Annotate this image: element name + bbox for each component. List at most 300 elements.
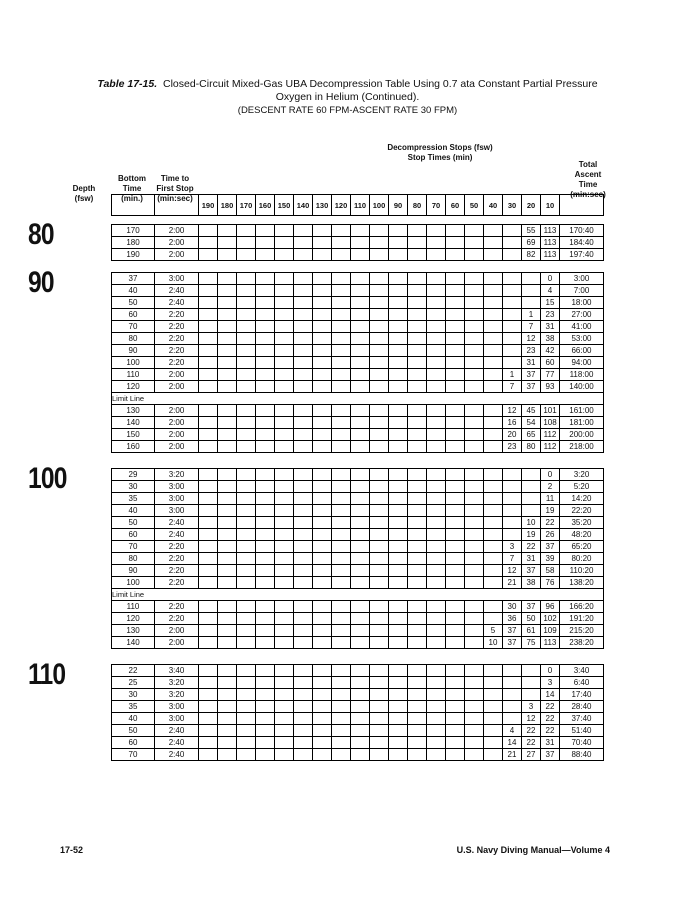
total-ascent-cell: 14:20 xyxy=(560,493,604,505)
page-number: 17-52 xyxy=(60,845,84,855)
depth-header: Depth (fsw) xyxy=(72,184,96,203)
stop-time-cell xyxy=(351,481,370,493)
stop-time-cell xyxy=(351,737,370,749)
bottom-time-cell: 35 xyxy=(112,493,155,505)
stop-time-cell xyxy=(313,237,332,249)
stop-time-cell xyxy=(370,725,389,737)
total-ascent-cell: 238:20 xyxy=(560,637,604,649)
stop-time-cell: 31 xyxy=(522,357,541,369)
stop-time-cell xyxy=(427,725,446,737)
time-to-first-stop-cell: 2:20 xyxy=(155,309,199,321)
stop-time-cell xyxy=(237,417,256,429)
stop-time-cell xyxy=(313,321,332,333)
stop-time-cell xyxy=(237,481,256,493)
stop-time-cell xyxy=(427,517,446,529)
stop-time-cell xyxy=(199,517,218,529)
stop-time-cell xyxy=(332,713,351,725)
stop-time-cell: 37 xyxy=(541,541,560,553)
stop-time-cell: 21 xyxy=(503,577,522,589)
stop-time-cell xyxy=(351,249,370,261)
stop-time-cell xyxy=(408,689,427,701)
stop-time-cell xyxy=(503,249,522,261)
total-ascent-cell: 80:20 xyxy=(560,553,604,565)
stop-time-cell: 108 xyxy=(541,417,560,429)
stop-time-cell xyxy=(313,749,332,761)
stop-time-cell xyxy=(199,237,218,249)
time-to-first-stop-cell: 3:40 xyxy=(155,665,199,677)
table-row xyxy=(112,577,604,589)
stop-time-cell xyxy=(484,677,503,689)
stop-time-cell xyxy=(408,713,427,725)
stop-time-cell xyxy=(237,577,256,589)
stop-time-cell xyxy=(256,701,275,713)
stop-time-cell xyxy=(427,737,446,749)
stop-time-cell xyxy=(313,405,332,417)
stop-time-cell xyxy=(408,677,427,689)
time-to-first-stop-cell: 2:00 xyxy=(155,369,199,381)
stop-time-cell: 1 xyxy=(503,369,522,381)
stop-time-cell xyxy=(465,665,484,677)
stop-time-cell xyxy=(256,505,275,517)
stop-time-cell xyxy=(256,237,275,249)
time-to-first-stop-cell: 2:00 xyxy=(155,417,199,429)
stop-time-cell: 3 xyxy=(503,541,522,553)
stop-time-cell xyxy=(389,565,408,577)
stop-time-cell xyxy=(199,333,218,345)
total-ascent-cell: 37:40 xyxy=(560,713,604,725)
stop-time-cell xyxy=(465,481,484,493)
stop-time-cell: 7 xyxy=(503,381,522,393)
stop-time-cell xyxy=(275,541,294,553)
bottom-time-cell: 140 xyxy=(112,417,155,429)
stop-time-cell xyxy=(294,481,313,493)
stop-time-cell xyxy=(332,613,351,625)
stop-time-cell xyxy=(218,469,237,481)
stop-time-cell xyxy=(465,713,484,725)
stop-time-cell xyxy=(503,505,522,517)
stop-time-cell xyxy=(408,665,427,677)
stop-time-cell xyxy=(370,469,389,481)
stop-time-cell xyxy=(389,677,408,689)
bottom-time-cell: 190 xyxy=(112,249,155,261)
stop-time-cell: 38 xyxy=(541,333,560,345)
stop-time-cell xyxy=(465,369,484,381)
stop-time-cell xyxy=(313,357,332,369)
total-ascent-cell: 88:40 xyxy=(560,749,604,761)
stop-time-cell xyxy=(503,357,522,369)
stop-time-cell xyxy=(256,517,275,529)
time-to-first-stop-cell: 2:40 xyxy=(155,517,199,529)
stop-time-cell: 12 xyxy=(503,565,522,577)
bottom-time-cell: 60 xyxy=(112,737,155,749)
total-ascent-cell: 3:20 xyxy=(560,469,604,481)
stop-time-cell xyxy=(294,529,313,541)
stop-time-cell xyxy=(484,665,503,677)
stop-time-cell xyxy=(484,297,503,309)
stop-time-cell xyxy=(408,249,427,261)
stop-time-cell xyxy=(503,321,522,333)
stop-time-cell xyxy=(408,565,427,577)
stop-time-cell xyxy=(218,517,237,529)
stop-time-cell xyxy=(294,565,313,577)
stop-time-cell xyxy=(446,285,465,297)
stop-time-cell xyxy=(427,541,446,553)
stop-time-cell xyxy=(351,333,370,345)
stop-time-cell: 45 xyxy=(522,405,541,417)
stop-time-cell xyxy=(237,405,256,417)
stop-time-cell xyxy=(465,429,484,441)
table-row xyxy=(112,677,604,689)
stop-time-cell xyxy=(275,637,294,649)
stop-time-cell xyxy=(199,689,218,701)
stop-time-cell xyxy=(465,689,484,701)
title-line-1: Closed-Circuit Mixed-Gas UBA Decompression Table Using 0.7 ata Constant Partial Pressure xyxy=(163,78,598,90)
time-to-first-stop-cell: 2:00 xyxy=(155,637,199,649)
stop-time-cell xyxy=(351,565,370,577)
stop-time-cell xyxy=(218,565,237,577)
stop-time-cell xyxy=(389,737,408,749)
stop-time-cell xyxy=(370,749,389,761)
bottom-time-cell: 130 xyxy=(112,625,155,637)
stop-time-cell xyxy=(465,237,484,249)
stop-time-cell xyxy=(256,417,275,429)
stop-time-cell xyxy=(427,405,446,417)
stop-time-cell xyxy=(484,689,503,701)
stop-time-cell xyxy=(522,273,541,285)
stop-time-cell xyxy=(351,345,370,357)
stop-depth-header: 50 xyxy=(465,195,484,216)
stop-time-cell: 54 xyxy=(522,417,541,429)
stop-time-cell xyxy=(446,565,465,577)
stop-time-cell xyxy=(199,249,218,261)
stop-time-cell: 37 xyxy=(541,749,560,761)
stop-time-cell xyxy=(370,701,389,713)
stop-time-cell xyxy=(427,749,446,761)
stop-time-cell xyxy=(370,517,389,529)
bottom-time-cell: 120 xyxy=(112,381,155,393)
stop-time-cell xyxy=(370,297,389,309)
stop-time-cell xyxy=(370,321,389,333)
stop-time-cell xyxy=(446,541,465,553)
stop-time-cell xyxy=(313,577,332,589)
stop-time-cell xyxy=(237,297,256,309)
stop-time-cell xyxy=(237,565,256,577)
stop-time-cell xyxy=(294,701,313,713)
stop-time-cell: 23 xyxy=(541,309,560,321)
stop-time-cell xyxy=(389,369,408,381)
stop-time-cell xyxy=(503,469,522,481)
stop-time-cell xyxy=(256,381,275,393)
stop-time-cell xyxy=(408,637,427,649)
total-ascent-cell: 53:00 xyxy=(560,333,604,345)
stop-time-cell xyxy=(484,725,503,737)
stop-time-cell xyxy=(370,689,389,701)
stop-time-cell xyxy=(237,381,256,393)
stop-time-cell xyxy=(199,737,218,749)
stop-time-cell xyxy=(237,249,256,261)
stop-time-cell xyxy=(218,345,237,357)
stop-time-cell xyxy=(332,565,351,577)
stop-time-cell xyxy=(237,689,256,701)
stop-time-cell xyxy=(256,601,275,613)
stop-time-cell xyxy=(199,273,218,285)
limit-line-label: Limit Line xyxy=(112,589,604,601)
stop-time-cell xyxy=(503,345,522,357)
stop-time-cell xyxy=(332,237,351,249)
stop-time-cell xyxy=(199,405,218,417)
stop-time-cell xyxy=(522,285,541,297)
stop-time-cell xyxy=(351,749,370,761)
time-to-first-stop-cell: 2:00 xyxy=(155,249,199,261)
stop-time-cell xyxy=(446,713,465,725)
stop-time-cell: 22 xyxy=(522,737,541,749)
stop-time-cell xyxy=(408,625,427,637)
stop-time-cell xyxy=(199,429,218,441)
stop-time-cell xyxy=(465,417,484,429)
stop-time-cell xyxy=(408,481,427,493)
stop-time-cell: 14 xyxy=(503,737,522,749)
stop-time-cell xyxy=(218,541,237,553)
stop-time-cell xyxy=(446,417,465,429)
stop-time-cell xyxy=(465,333,484,345)
total-ascent-cell: 3:00 xyxy=(560,273,604,285)
stop-time-cell xyxy=(275,625,294,637)
stop-time-cell xyxy=(408,309,427,321)
stop-time-cell xyxy=(408,429,427,441)
stop-time-cell xyxy=(294,625,313,637)
stop-time-cell xyxy=(351,541,370,553)
stop-time-cell xyxy=(389,601,408,613)
stop-time-cell: 80 xyxy=(522,441,541,453)
stop-time-cell xyxy=(484,481,503,493)
header-spacer xyxy=(560,195,604,216)
table-row xyxy=(112,689,604,701)
stop-time-cell xyxy=(237,665,256,677)
stop-time-cell xyxy=(389,577,408,589)
stop-time-cell xyxy=(408,613,427,625)
stop-time-cell: 55 xyxy=(522,225,541,237)
stop-time-cell xyxy=(237,713,256,725)
stop-time-cell xyxy=(389,493,408,505)
stop-time-cell xyxy=(294,321,313,333)
stop-time-cell xyxy=(256,249,275,261)
stop-time-cell xyxy=(275,749,294,761)
stop-depth-header: 10 xyxy=(541,195,560,216)
time-to-first-stop-cell: 2:40 xyxy=(155,725,199,737)
depth-label: 110 xyxy=(28,658,66,691)
stop-time-cell xyxy=(256,369,275,381)
stop-time-cell xyxy=(389,637,408,649)
stop-time-cell xyxy=(256,577,275,589)
stop-time-cell xyxy=(199,369,218,381)
stop-time-cell xyxy=(275,481,294,493)
time-to-first-stop-cell: 2:40 xyxy=(155,737,199,749)
stop-time-cell xyxy=(294,677,313,689)
bottom-time-cell: 140 xyxy=(112,637,155,649)
stop-time-cell xyxy=(408,225,427,237)
stop-time-cell xyxy=(218,637,237,649)
time-to-first-stop-cell: 3:00 xyxy=(155,481,199,493)
stop-time-cell: 10 xyxy=(484,637,503,649)
stop-time-cell xyxy=(218,225,237,237)
stop-time-cell: 26 xyxy=(541,529,560,541)
stop-time-cell xyxy=(218,405,237,417)
stop-time-cell xyxy=(294,493,313,505)
stop-time-cell xyxy=(218,237,237,249)
stop-time-cell xyxy=(389,481,408,493)
stop-time-cell xyxy=(465,345,484,357)
stop-time-cell xyxy=(199,357,218,369)
stop-time-cell xyxy=(199,381,218,393)
stop-time-cell xyxy=(313,225,332,237)
stop-time-cell xyxy=(389,225,408,237)
stop-time-cell xyxy=(446,553,465,565)
stop-time-cell xyxy=(484,345,503,357)
time-to-first-stop-cell: 2:00 xyxy=(155,441,199,453)
stop-time-cell xyxy=(389,469,408,481)
stop-time-cell xyxy=(237,701,256,713)
table-row xyxy=(112,713,604,725)
bottom-time-cell: 35 xyxy=(112,701,155,713)
total-ascent-cell: 17:40 xyxy=(560,689,604,701)
stop-time-cell: 101 xyxy=(541,405,560,417)
total-ascent-cell: 6:40 xyxy=(560,677,604,689)
time-to-first-stop-cell: 3:20 xyxy=(155,689,199,701)
total-ascent-cell: 22:20 xyxy=(560,505,604,517)
stop-time-cell xyxy=(256,689,275,701)
stop-time-cell xyxy=(408,493,427,505)
table-row xyxy=(112,381,604,393)
time-to-first-stop-cell: 3:00 xyxy=(155,701,199,713)
total-ascent-header: Total Ascent Time (min:sec) xyxy=(570,160,606,199)
stop-depth-header: 190 xyxy=(199,195,218,216)
total-ascent-cell: 70:40 xyxy=(560,737,604,749)
stop-time-cell xyxy=(408,417,427,429)
stop-time-cell xyxy=(332,725,351,737)
stop-time-cell xyxy=(237,505,256,517)
stop-time-cell xyxy=(332,469,351,481)
stop-time-cell xyxy=(199,577,218,589)
stop-time-cell xyxy=(465,625,484,637)
stop-time-cell xyxy=(370,309,389,321)
stop-time-cell xyxy=(484,529,503,541)
stop-depth-header: 70 xyxy=(427,195,446,216)
stop-time-cell: 19 xyxy=(541,505,560,517)
table-row xyxy=(112,601,604,613)
stop-time-cell xyxy=(370,601,389,613)
stop-time-cell xyxy=(237,677,256,689)
stop-time-cell xyxy=(237,529,256,541)
stop-time-cell: 112 xyxy=(541,429,560,441)
stop-time-cell xyxy=(522,689,541,701)
stop-time-cell xyxy=(218,381,237,393)
bottom-time-cell: 80 xyxy=(112,553,155,565)
stop-time-cell xyxy=(237,613,256,625)
stop-depth-header: 170 xyxy=(237,195,256,216)
table-row xyxy=(112,345,604,357)
stop-time-cell xyxy=(370,417,389,429)
stop-time-cell xyxy=(446,381,465,393)
stop-time-cell xyxy=(465,749,484,761)
stop-time-cell xyxy=(294,725,313,737)
stop-time-cell xyxy=(351,237,370,249)
bottom-time-cell: 70 xyxy=(112,321,155,333)
stop-time-cell xyxy=(351,357,370,369)
stop-time-cell xyxy=(465,441,484,453)
stop-time-cell xyxy=(465,601,484,613)
table-label: Table 17-15. xyxy=(97,78,158,90)
stop-time-cell xyxy=(446,701,465,713)
table-row xyxy=(112,529,604,541)
bottom-time-cell: 170 xyxy=(112,225,155,237)
bottom-time-cell: 90 xyxy=(112,345,155,357)
stop-time-cell xyxy=(446,529,465,541)
stop-time-cell xyxy=(275,369,294,381)
stop-time-cell xyxy=(218,297,237,309)
stop-time-cell xyxy=(237,601,256,613)
stop-time-cell xyxy=(313,309,332,321)
stop-time-cell xyxy=(199,601,218,613)
stop-time-cell xyxy=(237,749,256,761)
bottom-time-cell: 130 xyxy=(112,405,155,417)
stop-time-cell xyxy=(408,297,427,309)
stop-depth-header: 100 xyxy=(370,195,389,216)
stop-time-cell xyxy=(237,469,256,481)
stop-time-cell xyxy=(275,677,294,689)
stop-time-cell xyxy=(427,249,446,261)
stop-time-cell xyxy=(294,417,313,429)
stop-time-cell xyxy=(522,493,541,505)
stop-time-cell xyxy=(446,469,465,481)
stop-time-cell xyxy=(408,529,427,541)
stop-time-cell xyxy=(484,577,503,589)
table-row xyxy=(112,665,604,677)
stop-time-cell xyxy=(256,553,275,565)
stop-time-cell xyxy=(446,249,465,261)
stop-time-cell xyxy=(275,665,294,677)
stop-time-cell xyxy=(275,689,294,701)
stop-time-cell xyxy=(389,321,408,333)
stop-time-cell: 0 xyxy=(541,469,560,481)
stop-time-cell xyxy=(294,309,313,321)
stop-time-cell xyxy=(218,493,237,505)
stop-time-cell xyxy=(237,441,256,453)
stop-time-cell xyxy=(408,577,427,589)
stop-time-cell xyxy=(256,565,275,577)
stop-time-cell xyxy=(199,481,218,493)
stop-time-cell xyxy=(332,369,351,381)
stop-time-cell xyxy=(275,565,294,577)
stop-time-cell xyxy=(313,601,332,613)
stop-time-cell xyxy=(351,625,370,637)
stop-time-cell xyxy=(332,297,351,309)
time-to-first-stop-cell: 2:00 xyxy=(155,237,199,249)
stop-time-cell xyxy=(332,357,351,369)
stop-time-cell xyxy=(370,565,389,577)
stop-time-cell: 93 xyxy=(541,381,560,393)
stop-time-cell xyxy=(256,749,275,761)
table-row xyxy=(112,249,604,261)
stop-time-cell xyxy=(503,225,522,237)
stop-time-cell xyxy=(408,601,427,613)
stop-time-cell xyxy=(351,725,370,737)
total-ascent-cell: 218:00 xyxy=(560,441,604,453)
stop-time-cell xyxy=(389,273,408,285)
bottom-time-cell: 40 xyxy=(112,713,155,725)
stop-time-cell xyxy=(446,321,465,333)
stop-time-cell xyxy=(389,529,408,541)
time-to-first-stop-cell: 2:00 xyxy=(155,381,199,393)
